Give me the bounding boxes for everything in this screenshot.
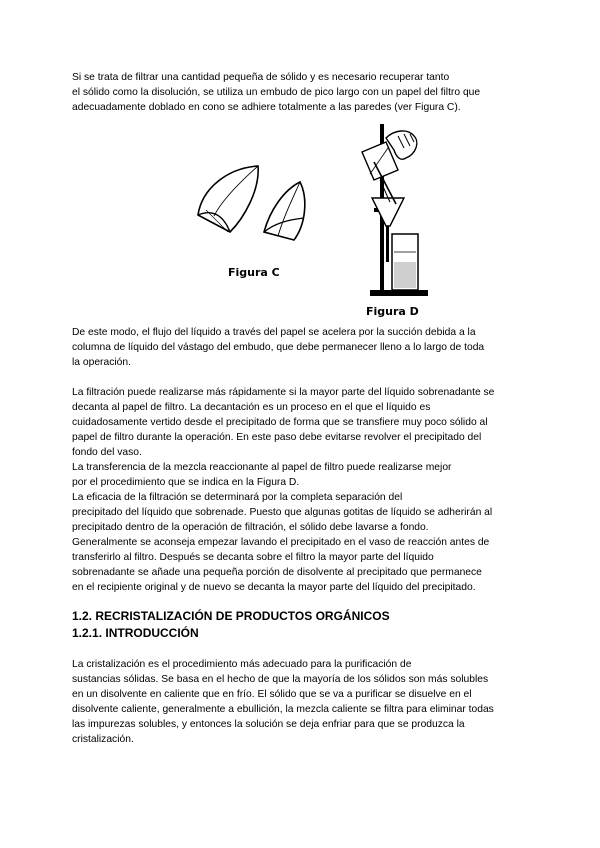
para3-line-7: por el procedimiento que se indica en la Figura D. bbox=[72, 477, 300, 488]
figure-c-illustration bbox=[188, 160, 338, 270]
para4-line-3: en un disolvente en caliente que en frío. El sólido que se va a purificar se disuelve en el bbox=[72, 689, 472, 700]
para2-line-2: columna de líquido del vástago del embudo, que debe permanecer lleno a lo largo de toda bbox=[72, 342, 485, 353]
figure-c-caption: Figura C bbox=[228, 266, 280, 279]
para2-line-1: De este modo, el flujo del líquido a través del papel se acelera por la succión debida a la bbox=[72, 327, 476, 338]
para3-line-4: papel de filtro durante la operación. En este paso debe evitarse revolver el precipitado del bbox=[72, 432, 482, 443]
para3-line-3: cuidadosamente vertido desde el precipitado de forma que se transfiere muy poco sólido al bbox=[72, 417, 488, 428]
para4-line-1: La cristalización es el procedimiento más adecuado para la purificación de bbox=[72, 659, 412, 670]
para3-line-1: La filtración puede realizarse más rápidamente si la mayor parte del líquido sobrenadante se bbox=[72, 387, 495, 398]
para1-line-3: adecuadamente doblado en cono se adhiere totalmente a las paredes (ver Figura C). bbox=[72, 102, 461, 113]
subsection-heading: 1.2.1. INTRODUCCIÓN bbox=[72, 626, 199, 640]
para3-line-14: en el recipiente original y de nuevo se decanta la mayor parte del líquido del precipitado. bbox=[72, 582, 476, 593]
para1-line-1: Si se trata de filtrar una cantidad pequeña de sólido y es necesario recuperar tanto bbox=[72, 72, 450, 83]
section-heading: 1.2. RECRISTALIZACIÓN DE PRODUCTOS ORGÁNICOS bbox=[72, 609, 390, 623]
para3-line-13: sobrenadante se añade una pequeña porción de disolvente al precipitado que permanece bbox=[72, 567, 482, 578]
figure-d-caption: Figura D bbox=[366, 305, 419, 318]
para3-line-11: Generalmente se aconseja empezar lavando el precipitado en el vaso de reacción antes de bbox=[72, 537, 490, 548]
para4-line-2: sustancias sólidas. Se basa en el hecho de que la mayoría de los sólidos son más solubles bbox=[72, 674, 489, 685]
para4-line-5: las impurezas solubles, y entonces la solución se deja enfriar para que se produzca la bbox=[72, 719, 465, 730]
figure-d-illustration bbox=[340, 122, 440, 302]
stand-base bbox=[370, 290, 428, 296]
filter-cone-right bbox=[264, 182, 305, 240]
para2-line-3: la operación. bbox=[72, 357, 131, 368]
para3-line-12: transferirlo al filtro. Después se decanta sobre el filtro la mayor parte del líquido bbox=[72, 552, 434, 563]
para3-line-6: La transferencia de la mezcla reaccionante al papel de filtro puede realizarse mejor bbox=[72, 462, 452, 473]
para4-line-6: cristalización. bbox=[72, 734, 134, 745]
para3-line-10: precipitado dentro de la operación de filtración, el sólido debe lavarse a fondo. bbox=[72, 522, 429, 533]
para1-line-2: el sólido como la disolución, se utiliza un embudo de pico largo con un papel del filtro que bbox=[72, 87, 481, 98]
para3-line-9: precipitado del líquido que sobrenade. Puesto que algunas gotitas de líquido se adherirán al bbox=[72, 507, 493, 518]
para3-line-8: La eficacia de la filtración se determinará por la completa separación del bbox=[72, 492, 403, 503]
para3-line-2: decanta al papel de filtro. La decantación es un proceso en el que el líquido es bbox=[72, 402, 431, 413]
para3-line-5: fondo del vaso. bbox=[72, 447, 142, 458]
filter-cone-left bbox=[198, 166, 258, 232]
para4-line-4: disolvente caliente, generalmente a ebullición, la mezcla caliente se filtra para eliminar todas bbox=[72, 704, 494, 715]
